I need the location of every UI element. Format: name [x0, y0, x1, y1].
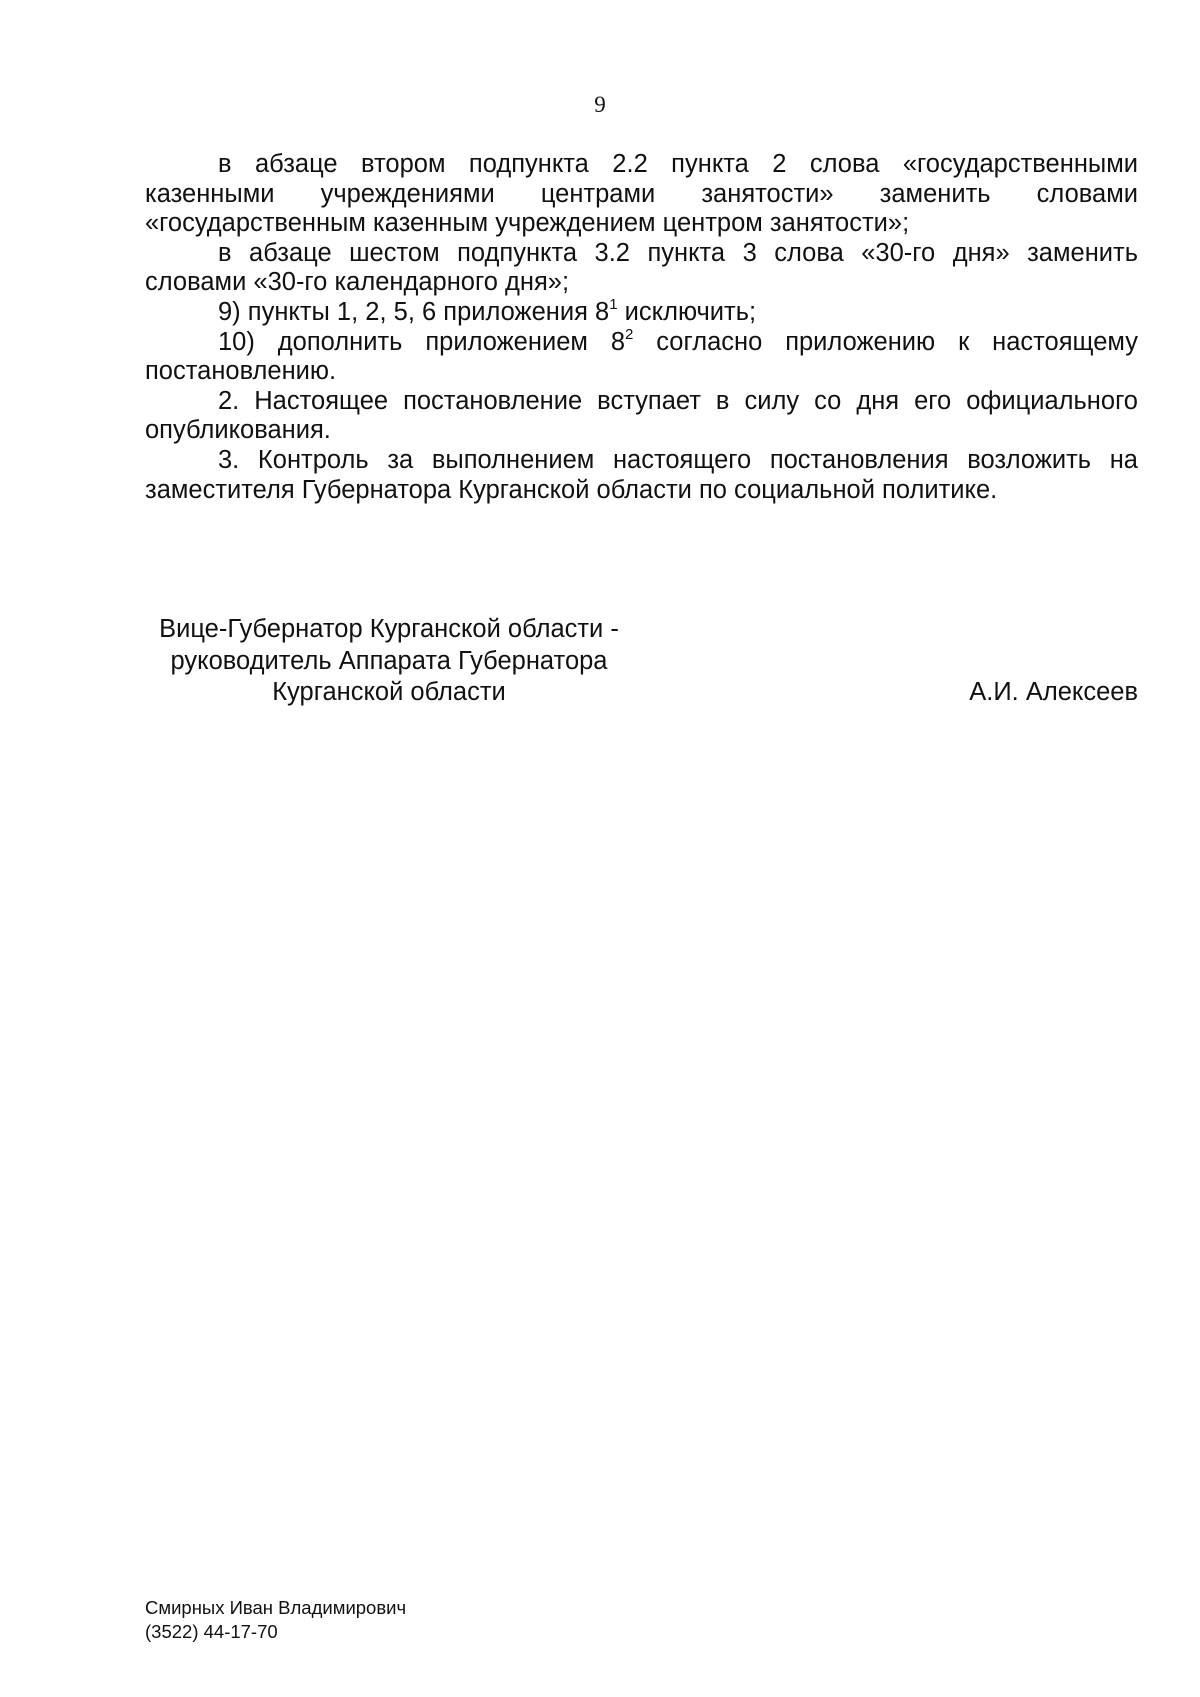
paragraph-item-9: [145, 295, 1138, 328]
executor-name: Смирных Иван Владимирович: [145, 1597, 407, 1618]
signatory-position-line-3: Курганской области: [272, 678, 506, 706]
paragraph-effective-date: 2. Настоящее постановление вступает в силу со дня его официального опубликования.: [145, 386, 1138, 445]
paragraph-item-10: [145, 325, 1138, 387]
superscript-2: 2: [625, 325, 634, 343]
signatory-position-line-2: руководитель Аппарата Губернатора: [170, 646, 608, 675]
signatory-position-line-1: Вице-Губернатор Курганской области -: [159, 615, 619, 643]
signatory-name: А.И. Алексеев: [969, 678, 1138, 706]
paragraph-item-9-tail: исключить;: [617, 297, 757, 326]
page-number: 9: [594, 92, 606, 117]
signatory-position: [145, 614, 633, 709]
paragraph-item-9-text: 9) пункты 1, 2, 5, 6 приложения 8: [218, 297, 610, 326]
paragraph-amendment-2-2: в абзаце втором подпункта 2.2 пункта 2 слова «государственными казенными учреждениями центрами занятости» заменить словами «государственным казенным учреждением центром занятости»;: [145, 150, 1138, 238]
paragraph-control: 3. Контроль за выполнением настоящего постановления возложить на заместителя Губернатора Курганской области по социальной политике.: [145, 445, 1138, 504]
executor-info: [145, 1596, 406, 1644]
executor-phone: (3522) 44-17-70: [145, 1621, 278, 1642]
paragraph-item-10-tail: согласно приложению к настоящему постановлению.: [145, 327, 1138, 386]
document-body: [145, 150, 1138, 505]
paragraph-amendment-3-2: в абзаце шестом подпункта 3.2 пункта 3 слова «30-го дня» заменить словами «30-го календарного дня»;: [145, 238, 1138, 297]
paragraph-item-10-text: 10) дополнить приложением 8: [218, 327, 625, 356]
superscript-1: 1: [609, 295, 618, 313]
